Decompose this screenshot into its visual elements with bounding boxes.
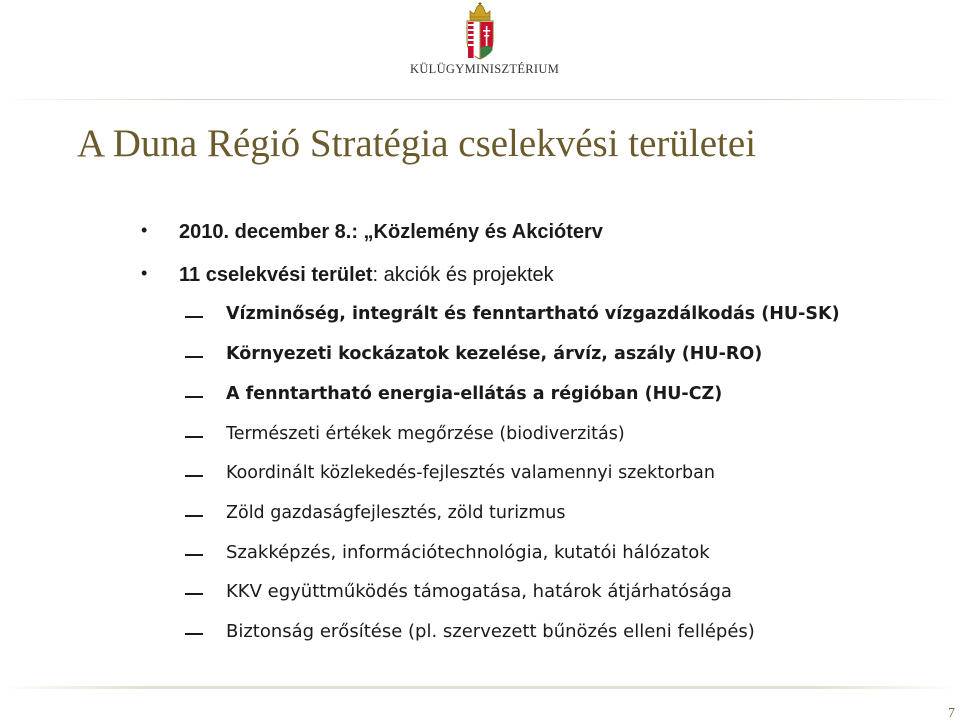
bullet-dot-icon: • [141,220,148,240]
sub-item-text: Szakképzés, információtechnológia, kutatói hálózatok [226,542,710,563]
sub-item-text: Biztonság erősítése (pl. szervezett bűnözés elleni fellépés) [226,621,755,642]
bullet-rest: : akciók és projektek [372,264,554,286]
ministry-logo [410,2,560,80]
sub-item [226,344,762,364]
sub-item [226,424,625,444]
dash-icon [185,475,203,477]
bullet-item [141,220,603,244]
sub-item-text: A fenntartható energia-ellátás a régióban (HU-CZ) [226,384,723,404]
bullet-lead: 2010. december 8. [179,221,352,243]
sub-item-text: Koordinált közlekedés-fejlesztés valamennyi szektorban [226,463,715,483]
dash-icon [185,554,203,556]
dash-icon [185,316,203,318]
dash-icon [185,436,203,438]
sub-item-text: Természeti értékek megőrzése (biodiverzitás) [226,424,625,444]
sub-item-text: KKV együttműködés támogatása, határok átjárhatósága [226,581,732,602]
page-number: 7 [948,706,955,721]
sub-item [226,304,840,324]
bullet-dot-icon: • [141,263,148,283]
dash-icon [185,633,203,635]
title-divider [0,99,960,100]
footer-divider [0,686,960,689]
bullet-item [141,263,554,287]
dash-icon [185,356,203,358]
sub-item-text: Zöld gazdaságfejlesztés, zöld turizmus [226,503,566,523]
hungarian-coat-of-arms-icon [462,2,498,60]
sub-item-text: Vízminőség, integrált és fenntartható vízgazdálkodás (HU-SK) [226,304,840,324]
sub-item [226,384,722,404]
dash-icon [185,515,203,517]
sub-item [226,542,710,563]
sub-item-text: Környezeti kockázatok kezelése, árvíz, aszály (HU-RO) [226,344,763,364]
sub-item [226,581,732,602]
bullet-lead: 11 cselekvési terület [179,264,373,286]
dash-icon [185,396,203,398]
bullet-rest: : „Közlemény és Akcióterv [351,221,603,243]
ministry-name: KÜLÜGYMINISZTÉRIUM [410,62,560,76]
slide-title: A Duna Régió Stratégia cselekvési területei [77,122,757,165]
sub-item [226,503,566,523]
sub-item [226,463,715,483]
sub-item [226,621,755,642]
dash-icon [185,593,203,595]
